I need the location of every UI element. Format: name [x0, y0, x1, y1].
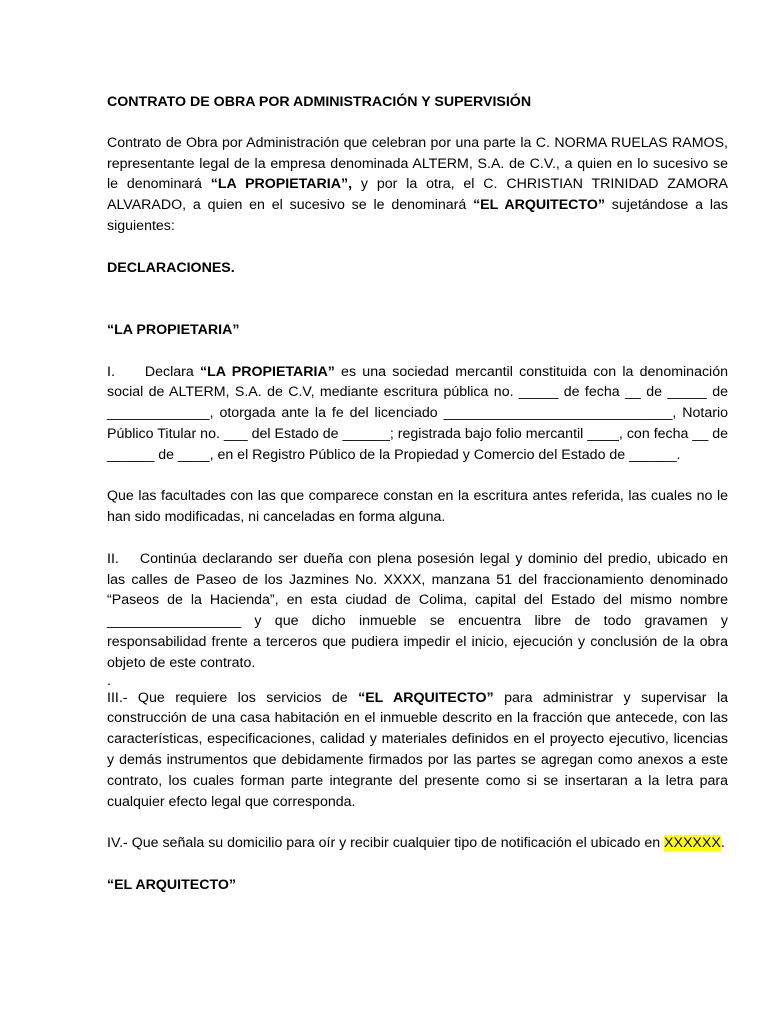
- declaration-4: [107, 833, 728, 854]
- intro-paragraph: [107, 133, 728, 237]
- declaration-3-bold: “EL ARQUITECTO”: [358, 689, 494, 706]
- declaration-4-text-2: .: [720, 835, 725, 852]
- intro-text-2: y por la otra, el C. CHRISTIAN TRINIDAD ZAMORA ALVARADO, a quien en el sucesivo se le denominará: [107, 176, 728, 214]
- declaration-3: [107, 688, 728, 813]
- intro-text-1: Contrato de Obra por Administración que celebran por una parte la C. NORMA RUELAS RAMOS, representante legal de la empresa denominada ALTERM, S.A. de C.V., a quien en lo sucesivo se le denominará: [107, 134, 728, 193]
- declaration-1-number: I.: [107, 363, 115, 380]
- facultades-paragraph: Que las facultades con las que comparece constan en la escritura antes referida, las cuales no le han sido modificadas, ni canceladas en forma alguna.: [107, 488, 728, 526]
- propietaria-heading: “LA PROPIETARIA”: [107, 321, 240, 338]
- declaration-4-text-1: IV.- Que señala su domicilio para oír y recibir cualquier tipo de notificación el ubicado en: [107, 835, 665, 852]
- arquitecto-heading: “EL ARQUITECTO”: [107, 876, 237, 893]
- declaraciones-heading: DECLARACIONES.: [107, 259, 235, 276]
- stray-dot: .: [107, 672, 111, 689]
- declaration-1-text-2: es una sociedad mercantil constituida con la denominación social de ALTERM, S.A. de C.V, mediante escritura pública no. _____ de fecha __ de _____ de _____________, otorgada ante la fe del licenciado _____________________________, Notario Público Titular no. ___ del Estado de ______; registrada bajo folio mercantil ____, con fecha __ de ______ de ____, en el Registro Público de la Propiedad y Comercio del Estado de ______.: [107, 363, 728, 463]
- declaration-1-text-1: Declara: [144, 363, 201, 380]
- intro-bold-arquitecto: “EL ARQUITECTO”: [473, 197, 605, 214]
- address-highlight: XXXXXX: [664, 835, 721, 852]
- declaration-2-number: II.: [107, 550, 119, 567]
- intro-bold-propietaria: “LA PROPIETARIA”,: [210, 176, 353, 193]
- document-title: CONTRATO DE OBRA POR ADMINISTRACIÓN Y SUPERVISIÓN: [107, 94, 532, 110]
- declaration-3-text-2: para administrar y supervisar la construcción de una casa habitación en el inmueble descrito en la fracción que antecede, con las características, especificaciones, calidad y materiales definidos en el proyecto ejecutivo, licencias y demás instrumentos que debidamente firmados por las partes se agregan como anexos a este contrato, los cuales forman parte integrante del presente como si se insertaran a la letra para cualquier efecto legal que corresponda.: [107, 689, 728, 810]
- declaration-2: [107, 549, 728, 674]
- declaration-1-bold: “LA PROPIETARIA”: [200, 363, 335, 380]
- intro-text-3: sujetándose a las siguientes:: [107, 197, 728, 234]
- declaration-1: [107, 362, 728, 466]
- declaration-3-text-1: III.- Que requiere los servicios de: [107, 689, 359, 706]
- declaration-2-text: Continúa declarando ser dueña con plena posesión legal y dominio del predio, ubicado en las calles de Paseo de los Jazmines No. XXXX, manzana 51 del fraccionamiento denominado “Paseos de la Hacienda”, en esta ciudad de Colima, capital del Estado del mismo nombre _________________ y que dicho inmueble se encuentra libre de todo gravamen y responsabilidad frente a terceros que pudiera impedir el inicio, ejecución y conclusión de la obra objeto de este contrato.: [107, 550, 728, 671]
- document-page: [107, 92, 728, 895]
